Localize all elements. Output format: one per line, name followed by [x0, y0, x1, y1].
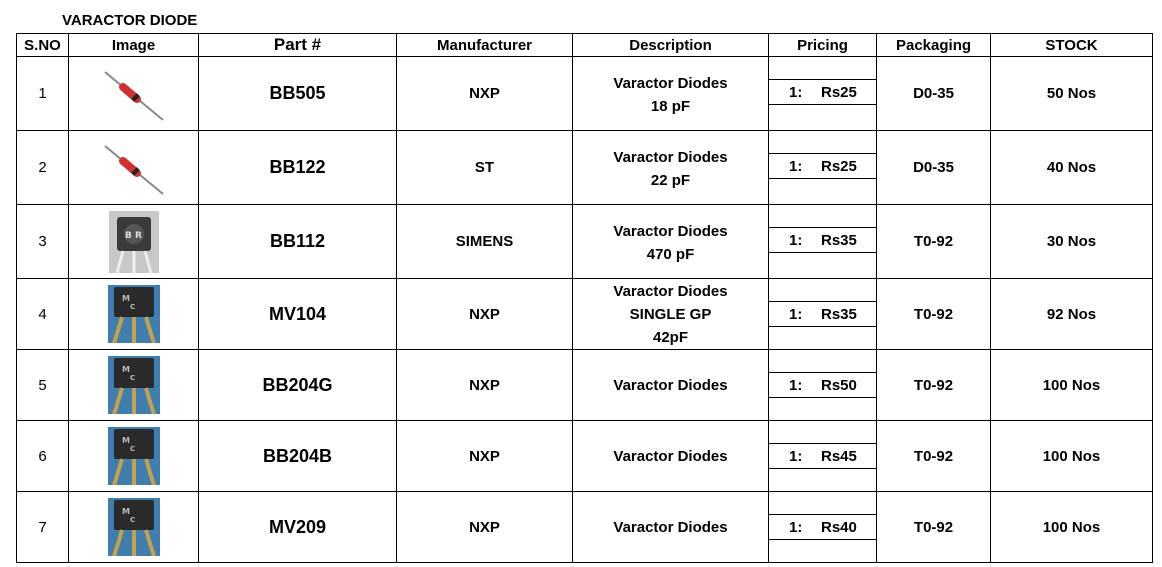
svg-text:M: M	[121, 436, 130, 445]
packaging-cell: T0-92	[877, 421, 991, 492]
manufacturer-cell: NXP	[397, 57, 573, 131]
sno-cell: 3	[17, 205, 69, 279]
pricing-cell	[769, 279, 877, 350]
svg-text:M: M	[121, 294, 130, 303]
varactor-table	[16, 33, 1153, 563]
packaging-cell: D0-35	[877, 131, 991, 205]
stock-cell: 92 Nos	[991, 279, 1153, 350]
price-box	[769, 372, 876, 398]
to92-transistor-photo-icon	[69, 356, 198, 414]
packaging-cell: T0-92	[877, 205, 991, 279]
price-box	[769, 301, 876, 327]
description-line: Varactor Diodes	[613, 376, 728, 394]
price-qty: 1:	[789, 231, 803, 249]
image-cell	[69, 205, 199, 279]
manufacturer-cell: NXP	[397, 350, 573, 421]
svg-text:M: M	[121, 507, 130, 516]
sheet-title: VARACTOR DIODE	[62, 12, 198, 29]
packaging-cell: T0-92	[877, 279, 991, 350]
price-value: Rs40	[821, 518, 857, 536]
svg-text:B R: B R	[124, 230, 142, 241]
stock-cell: 40 Nos	[991, 131, 1153, 205]
sno-cell: 5	[17, 350, 69, 421]
header-part: Part #	[199, 34, 397, 57]
svg-text:C: C	[129, 303, 135, 311]
svg-text:C: C	[129, 374, 135, 382]
header-sno: S.NO	[17, 34, 69, 57]
price-value: Rs25	[821, 83, 857, 101]
price-qty: 1:	[789, 447, 803, 465]
price-value: Rs35	[821, 305, 857, 323]
price-qty: 1:	[789, 83, 803, 101]
price-value: Rs35	[821, 231, 857, 249]
pricing-cell	[769, 131, 877, 205]
table-row	[17, 421, 1153, 492]
table-row	[17, 492, 1153, 563]
part-number: MV209	[199, 492, 397, 563]
to92-transistor-photo-icon	[69, 427, 198, 485]
description-line: Varactor Diodes	[613, 149, 728, 166]
packaging-cell: T0-92	[877, 492, 991, 563]
description-cell	[573, 350, 769, 421]
svg-text:C: C	[129, 516, 135, 524]
price-value: Rs25	[821, 157, 857, 175]
stock-cell: 100 Nos	[991, 492, 1153, 563]
description-line: 18 pF	[650, 98, 691, 115]
axial-glass-diode-icon	[69, 64, 198, 124]
to92-package-photo-icon	[69, 211, 198, 273]
price-qty: 1:	[789, 518, 803, 536]
description-line: 22 pF	[650, 172, 691, 189]
header-packaging: Packaging	[877, 34, 991, 57]
packaging-cell: T0-92	[877, 350, 991, 421]
image-cell	[69, 131, 199, 205]
image-cell	[69, 421, 199, 492]
price-qty: 1:	[789, 305, 803, 323]
sno-cell: 6	[17, 421, 69, 492]
stock-cell: 100 Nos	[991, 421, 1153, 492]
svg-text:M: M	[121, 365, 130, 374]
description-line: 42pF	[652, 328, 688, 346]
table-row	[17, 279, 1153, 350]
pricing-cell	[769, 57, 877, 131]
description-line: Varactor Diodes	[613, 223, 728, 240]
description-line: 470 pF	[646, 246, 695, 263]
manufacturer-cell: ST	[397, 131, 573, 205]
stock-cell: 50 Nos	[991, 57, 1153, 131]
header-image: Image	[69, 34, 199, 57]
table-row	[17, 131, 1153, 205]
part-number: BB505	[199, 57, 397, 131]
table-row	[17, 205, 1153, 279]
price-box	[769, 79, 876, 105]
to92-transistor-photo-icon	[69, 498, 198, 556]
header-pricing: Pricing	[769, 34, 877, 57]
description-line: Varactor Diodes	[613, 75, 728, 92]
to92-transistor-photo-icon	[69, 285, 198, 343]
pricing-cell	[769, 205, 877, 279]
header-manufacturer: Manufacturer	[397, 34, 573, 57]
packaging-cell: D0-35	[877, 57, 991, 131]
header-description: Description	[573, 34, 769, 57]
price-value: Rs50	[821, 376, 857, 394]
pricing-cell	[769, 492, 877, 563]
description-line: Varactor Diodes	[613, 447, 728, 465]
image-cell	[69, 57, 199, 131]
part-number: BB204B	[199, 421, 397, 492]
part-number: BB112	[199, 205, 397, 279]
description-cell	[573, 131, 769, 205]
table-row	[17, 350, 1153, 421]
price-qty: 1:	[789, 157, 803, 175]
image-cell	[69, 279, 199, 350]
price-box	[769, 514, 876, 540]
part-number: BB122	[199, 131, 397, 205]
header-stock: STOCK	[991, 34, 1153, 57]
part-number: BB204G	[199, 350, 397, 421]
price-value: Rs45	[821, 447, 857, 465]
pricing-cell	[769, 350, 877, 421]
axial-glass-diode-icon	[69, 138, 198, 198]
svg-text:C: C	[129, 445, 135, 453]
description-cell	[573, 279, 769, 350]
description-line: Varactor Diodes	[613, 282, 728, 300]
price-qty: 1:	[789, 376, 803, 394]
description-line: SINGLE GP	[629, 305, 712, 323]
sno-cell: 4	[17, 279, 69, 350]
manufacturer-cell: NXP	[397, 492, 573, 563]
price-box	[769, 443, 876, 469]
pricing-cell	[769, 421, 877, 492]
sno-cell: 2	[17, 131, 69, 205]
manufacturer-cell: SIMENS	[397, 205, 573, 279]
price-box	[769, 227, 876, 253]
description-line: Varactor Diodes	[613, 518, 728, 536]
image-cell	[69, 492, 199, 563]
sno-cell: 1	[17, 57, 69, 131]
price-box	[769, 153, 876, 179]
description-cell	[573, 57, 769, 131]
table-row	[17, 57, 1153, 131]
description-cell	[573, 421, 769, 492]
part-number: MV104	[199, 279, 397, 350]
manufacturer-cell: NXP	[397, 421, 573, 492]
image-cell	[69, 350, 199, 421]
description-cell	[573, 205, 769, 279]
manufacturer-cell: NXP	[397, 279, 573, 350]
stock-cell: 30 Nos	[991, 205, 1153, 279]
sno-cell: 7	[17, 492, 69, 563]
description-cell	[573, 492, 769, 563]
stock-cell: 100 Nos	[991, 350, 1153, 421]
header-row	[17, 34, 1153, 57]
